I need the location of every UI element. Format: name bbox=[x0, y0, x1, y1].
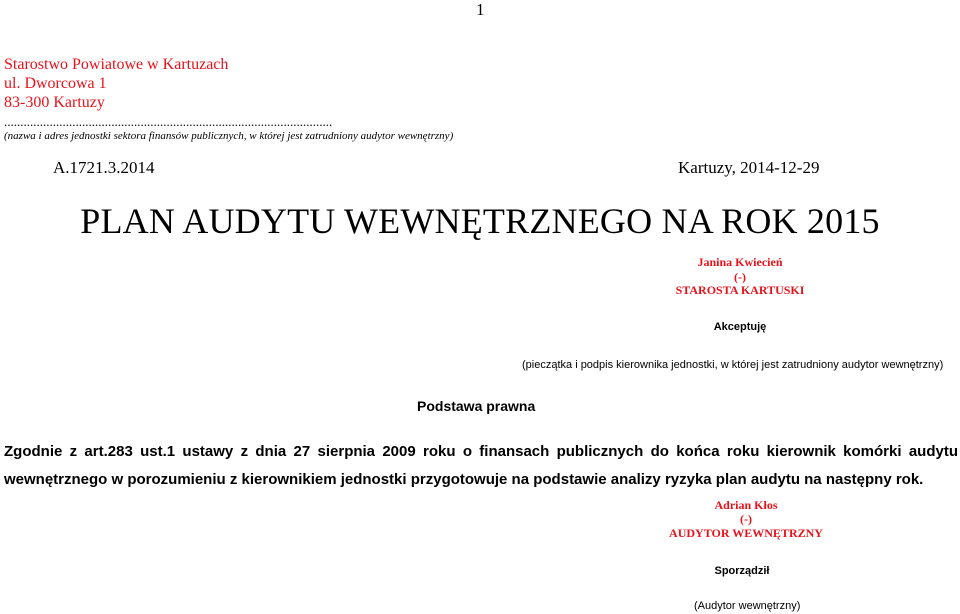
auditor-caption: (Audytor wewnętrzny) bbox=[694, 600, 801, 612]
head-accept-label: Akceptuję bbox=[713, 321, 767, 333]
institution-street: ul. Dworcowa 1 bbox=[4, 75, 107, 92]
place-date: Kartuzy, 2014-12-29 bbox=[678, 158, 820, 177]
institution-name: Starostwo Powiatowe w Kartuzach bbox=[4, 56, 229, 73]
auditor-name: Adrian Kłos bbox=[714, 498, 778, 512]
head-mark: (-) bbox=[734, 270, 746, 284]
reference-number: A.1721.3.2014 bbox=[53, 158, 155, 177]
auditor-mark: (-) bbox=[740, 512, 752, 526]
legal-basis-line-1: Zgodnie z art.283 ust.1 ustawy z dnia 27 sierpnia 2009 roku o finansach publicznych do końca roku kierownik komórki audytu bbox=[4, 443, 958, 460]
head-role: STAROSTA KARTUSKI bbox=[675, 283, 805, 297]
head-name: Janina Kwiecień bbox=[697, 255, 783, 269]
dotted-line: ..................................................................................................... bbox=[4, 114, 333, 129]
auditor-prepared-label: Sporządził bbox=[714, 565, 770, 577]
head-caption: (pieczątka i podpis kierownika jednostki, w której jest zatrudniony audytor wewnętrzny) bbox=[522, 359, 944, 371]
auditor-role: AUDYTOR WEWNĘTRZNY bbox=[669, 526, 823, 540]
institution-caption: (nazwa i adres jednostki sektora finansów publicznych, w której jest zatrudniony audytor wewnętrzny) bbox=[4, 130, 454, 142]
section-title: Podstawa prawna bbox=[417, 398, 536, 414]
page-title: PLAN AUDYTU WEWNĘTRZNEGO NA ROK 2015 bbox=[80, 201, 880, 241]
legal-basis-line-2: wewnętrznego w porozumieniu z kierownikiem jednostki przygotowuje na podstawie analizy ryzyka plan audytu na następny rok. bbox=[4, 471, 924, 488]
institution-postal-city: 83-300 Kartuzy bbox=[4, 94, 105, 111]
page-number: 1 bbox=[476, 0, 485, 19]
